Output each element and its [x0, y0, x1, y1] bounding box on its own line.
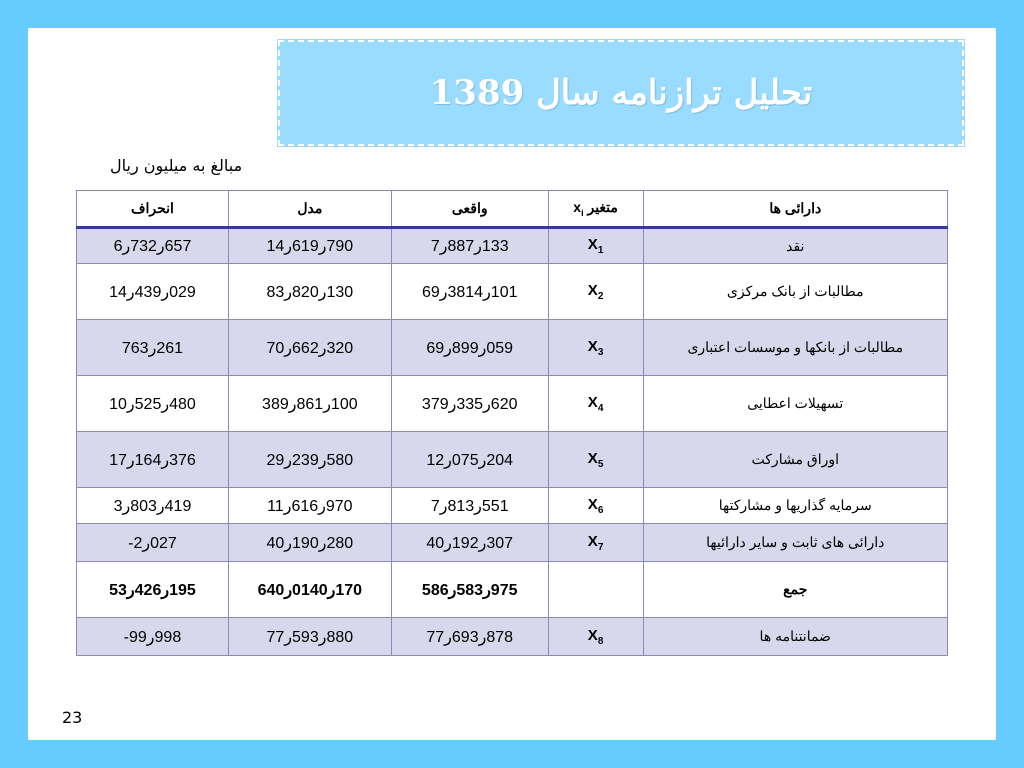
cell-deviation: 029ر439ر14 [77, 264, 229, 320]
cell-model: 880ر593ر77 [228, 618, 391, 656]
cell-variable [548, 618, 643, 656]
cell-model: 580ر239ر29 [228, 432, 391, 488]
cell-variable-sub: 2 [597, 290, 604, 302]
cell-actual: 307ر192ر40 [391, 524, 548, 562]
cell-variable-sub: 3 [597, 346, 604, 358]
cell-variable-symbol: X [587, 626, 598, 644]
cell-asset: سرمایه گذاریها و مشارکتها [643, 488, 947, 524]
cell-asset: ضمانتنامه ها [643, 618, 947, 656]
cell-variable-sub: 1 [597, 245, 604, 256]
cell-deviation: 657ر732ر6 [77, 228, 229, 264]
cell-variable [548, 376, 643, 432]
cell-asset: تسهیلات اعطایی [643, 376, 947, 432]
cell-asset: نقد [643, 228, 947, 264]
cell-deviation-total: 195ر426ر53 [77, 562, 229, 618]
cell-asset: مطالبات از بانک مرکزی [643, 264, 947, 320]
cell-variable-symbol: X [587, 393, 598, 411]
cell-model: 970ر616ر11 [228, 488, 391, 524]
cell-variable [548, 432, 643, 488]
header-model: مدل [228, 191, 391, 228]
cell-deviation: 480ر525ر10 [77, 376, 229, 432]
cell-asset: دارائی های ثابت و سایر دارائیها [643, 524, 947, 562]
cell-actual: 551ر813ر7 [391, 488, 548, 524]
cell-asset: اوراق مشارکت [643, 432, 947, 488]
table-row-total [77, 562, 948, 618]
page-number: 23 [62, 708, 83, 727]
table-header-row [77, 191, 948, 228]
cell-variable-symbol: X [587, 449, 598, 467]
cell-variable-symbol: X [587, 236, 598, 253]
cell-deviation: 261ر763 [77, 320, 229, 376]
table-row [77, 524, 948, 562]
cell-variable-sub: 7 [597, 541, 604, 553]
cell-actual: 878ر693ر77 [391, 618, 548, 656]
cell-deviation: 998ر99- [77, 618, 229, 656]
cell-variable-symbol: X [587, 495, 598, 513]
cell-asset-total: جمع [643, 562, 947, 618]
header-asset: دارائی ها [643, 191, 947, 228]
header-variable-sub: i [581, 207, 584, 218]
cell-model-total: 170ر0140ر640 [228, 562, 391, 618]
header-variable-label: متغیر [587, 199, 618, 216]
table-row [77, 376, 948, 432]
cell-deviation: 419ر803ر3 [77, 488, 229, 524]
cell-variable-sub: 6 [597, 504, 604, 516]
cell-model: 280ر190ر40 [228, 524, 391, 562]
cell-variable-symbol: X [587, 281, 598, 299]
cell-variable-symbol: X [587, 337, 598, 355]
table-row [77, 618, 948, 656]
cell-model: 100ر861ر389 [228, 376, 391, 432]
table-row [77, 488, 948, 524]
cell-variable [548, 524, 643, 562]
table-row [77, 264, 948, 320]
cell-model: 130ر820ر83 [228, 264, 391, 320]
table-row [77, 320, 948, 376]
table-row [77, 432, 948, 488]
cell-variable [548, 228, 643, 264]
slide [28, 28, 996, 740]
cell-deviation: 376ر164ر17 [77, 432, 229, 488]
cell-variable [548, 488, 643, 524]
header-actual: واقعی [391, 191, 548, 228]
table-row [77, 228, 948, 264]
cell-model: 790ر619ر14 [228, 228, 391, 264]
cell-actual-total: 975ر583ر586 [391, 562, 548, 618]
cell-variable [548, 264, 643, 320]
cell-actual: 204ر075ر12 [391, 432, 548, 488]
cell-variable [548, 320, 643, 376]
cell-variable-sub: 8 [597, 635, 604, 647]
cell-variable-sub: 5 [597, 458, 604, 470]
cell-actual: 059ر899ر69 [391, 320, 548, 376]
cell-variable [548, 562, 643, 618]
cell-asset: مطالبات از بانکها و موسسات اعتباری [643, 320, 947, 376]
header-variable [548, 191, 643, 228]
balance-sheet-table [76, 190, 948, 656]
slide-title: تحلیل ترازنامه سال 1389 [429, 73, 813, 113]
cell-actual: 133ر887ر7 [391, 228, 548, 264]
title-box [278, 40, 964, 146]
header-deviation: انحراف [77, 191, 229, 228]
cell-deviation: 027ر2- [77, 524, 229, 562]
cell-actual: 620ر335ر379 [391, 376, 548, 432]
header-variable-symbol [573, 199, 584, 218]
units-note: مبالغ به میلیون ریال [110, 156, 243, 175]
cell-variable-symbol: X [587, 532, 598, 550]
header-variable-x: x [573, 199, 582, 216]
cell-actual: 101ر3814ر69 [391, 264, 548, 320]
cell-variable-sub: 4 [597, 402, 604, 414]
cell-model: 320ر662ر70 [228, 320, 391, 376]
